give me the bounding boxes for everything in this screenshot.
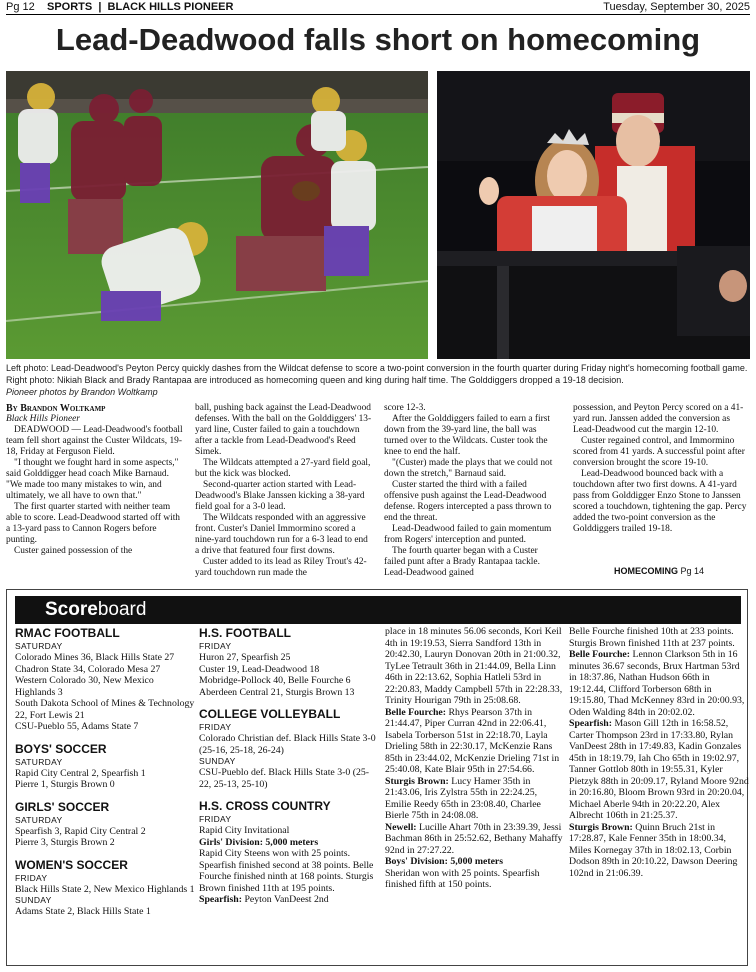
section-name: SPORTS bbox=[46, 1, 93, 13]
scoreboard-result: Mobridge-Pollock 40, Belle Fourche 6 bbox=[199, 675, 351, 686]
scoreboard-day: SUNDAY bbox=[15, 895, 52, 905]
article-body bbox=[6, 403, 750, 581]
article-paragraph: The Wildcats attempted a 27-yard field goal, but the kick was blocked. bbox=[195, 458, 371, 479]
paper-name: BLACK HILLS PIONEER bbox=[107, 1, 234, 13]
scoreboard-day: SUNDAY bbox=[199, 756, 236, 766]
scoreboard-column-3 bbox=[385, 626, 565, 891]
scoreboard-result: place in 18 minutes 56.06 seconds, Kori Keil 4th in 19:19.53, Sierra Sandford 13th in 20:42.30, Lauryn Donovan 20th in 21:00.32, TyLee Tetrault 36th in 21:44.09, Bella Linn 46th in 22:13.62, Sophia Hatleli 53rd in 22:20.83, Maddy Campbell 57th in 22:28.33, Trinity Hourigan 79th in 25:08.68. bbox=[385, 626, 563, 706]
football-photo-image bbox=[6, 71, 428, 359]
scoreboard-day: FRIDAY bbox=[199, 814, 232, 824]
scoreboard-day: SATURDAY bbox=[15, 814, 63, 825]
scoreboard-result: CSU-Pueblo def. Black Hills State 3-0 (25-22, 25-13, 25-10) bbox=[199, 767, 370, 790]
homecoming-photo bbox=[437, 71, 750, 359]
header-separator: | bbox=[98, 1, 102, 13]
scoreboard-result-label: Spearfish: bbox=[569, 718, 613, 729]
scoreboard-title-bold: Score bbox=[45, 599, 98, 620]
scoreboard-heading: GIRLS' SOCCER bbox=[15, 799, 110, 814]
scoreboard-result: Rapid City Steens won with 25 points. Spearfish finished second at 38 points. Belle Fourche finished ninth at 168 points. Sturgis Brown finished 11th at 195 points. bbox=[199, 848, 374, 894]
scoreboard-heading: COLLEGE VOLLEYBALL bbox=[199, 707, 341, 721]
scoreboard-result-label: Sturgis Brown: bbox=[385, 775, 449, 787]
article-paragraph: score 12-3. bbox=[384, 403, 426, 413]
scoreboard-result: Rapid City Invitational bbox=[199, 825, 290, 836]
photo-caption bbox=[6, 362, 750, 398]
article-column-1 bbox=[6, 403, 183, 557]
scoreboard-result bbox=[385, 822, 565, 857]
scoreboard-result bbox=[569, 718, 749, 822]
scoreboard-result: Pierre 3, Sturgis Brown 2 bbox=[15, 837, 115, 848]
article-column-3 bbox=[384, 403, 561, 579]
scoreboard bbox=[6, 589, 748, 966]
scoreboard-result: Chadron State 34, Colorado Mesa 27 bbox=[15, 663, 161, 675]
article-paragraph: Custer regained control, and Immormino scored from 41 yards. A successful point after conversion brought the score 19-10. bbox=[573, 436, 745, 468]
scoreboard-result: Belle Fourche finished 10th at 233 points. Sturgis Brown finished 11th at 237 points. bbox=[569, 626, 735, 649]
article-paragraph: possession, and Peyton Percy scored on a 41-yard run. Janssen added the conversion as Lead-Deadwood cut the margin 12-10. bbox=[573, 403, 744, 435]
story-jump[interactable] bbox=[614, 566, 704, 576]
scoreboard-result-label: Newell: bbox=[385, 821, 417, 833]
article-paragraph: "I thought we fought hard in some aspects," said Golddigger head coach Mike Barnaud. "We made too many mistakes to win, and ultimately, we all have to own that." bbox=[6, 458, 179, 501]
scoreboard-result-text: Lucille Ahart 70th in 23:39.39, Jessi Bachman 86th in 25:52.62, Bethany Mahaffy 92nd in 27:27.22. bbox=[385, 821, 563, 856]
scoreboard-result bbox=[385, 707, 565, 776]
scoreboard-result bbox=[385, 776, 565, 822]
scoreboard-result bbox=[569, 822, 749, 880]
article-paragraph: "(Custer) made the plays that we could not down the stretch," Barnaud said. bbox=[384, 458, 553, 479]
issue-date: Tuesday, September 30, 2025 bbox=[603, 1, 750, 13]
headline: Lead-Deadwood falls short on homecoming bbox=[55, 22, 701, 57]
scoreboard-result: Colorado Mines 36, Black Hills State 27 bbox=[15, 652, 175, 663]
scoreboard-result-text: Quinn Bruch 21st in 17:28.87, Kale Fenner 35th in 18:00.34, Miles Kornegay 37th in 18:02.13, Corbin Dodson 89th in 20:10.22, Dawson Deering 102nd in 21:06.39. bbox=[569, 821, 738, 879]
scoreboard-result: Aberdeen Central 21, Sturgis Brown 13 bbox=[199, 686, 355, 698]
article-paragraph: Custer started the third with a failed offensive push against the Lead-Deadwood defense. Rogers intercepted a pass thrown to end the threat. bbox=[384, 480, 552, 523]
scoreboard-spacer bbox=[199, 790, 379, 799]
scoreboard-result: Black Hills State 2, New Mexico Highlands 1 bbox=[15, 883, 195, 895]
scoreboard-day: SATURDAY bbox=[15, 756, 63, 767]
scoreboard-result: Spearfish 3, Rapid City Central 2 bbox=[15, 825, 146, 837]
scoreboard-heading: WOMEN'S SOCCER bbox=[15, 857, 128, 872]
scoreboard-title-rest: board bbox=[97, 599, 147, 620]
scoreboard-result: Sheridan won with 25 points. Spearfish finished fifth at 150 points. bbox=[385, 867, 540, 890]
article-column-2 bbox=[195, 403, 372, 579]
article-paragraph: Custer added to its lead as Riley Trout's 42-yard touchdown run made the bbox=[195, 557, 367, 578]
page-number: Pg 12 bbox=[6, 1, 35, 13]
article-paragraph: Second-quarter action started with Lead-Deadwood's Blake Janssen kicking a 38-yard field goal for a 3-0 lead. bbox=[195, 480, 365, 512]
header-left bbox=[6, 0, 233, 14]
scoreboard-result-text: Mason Gill 12th in 16:58.52, Carter Thompson 23rd in 17:33.80, Rylan VanDeest 28th in 17:49.83, Kadin Gonzales 45th in 18:19.79, Iah Cho 65th in 19:02.97, Tanner Gottlob 80th in 19:55.31, Kyler Pietzyk 88th in 20:09.17, Ryland Moore 92nd in 20:16.80, Bloom Brown 93rd in 20:20.04, Michael Aberle 94th in 20:22.20, Alex Albrecht 106th in 21:25.37. bbox=[569, 718, 749, 821]
scoreboard-column-1 bbox=[15, 626, 195, 918]
scoreboard-result: Huron 27, Spearfish 25 bbox=[199, 652, 291, 663]
scoreboard-result-label: Spearfish: bbox=[199, 894, 243, 905]
article-paragraph: The fourth quarter began with a Custer failed punt after a Brady Rantapaa tackle. Lead-Deadwood gained bbox=[384, 546, 540, 578]
football-photo bbox=[6, 71, 428, 359]
scoreboard-result: South Dakota School of Mines & Technology 22, Fort Lewis 21 bbox=[15, 698, 195, 721]
scoreboard-result-label: Boys' Division: 5,000 meters bbox=[385, 856, 504, 867]
article-paragraph: DEADWOOD — Lead-Deadwood's football team fell short against the Custer Wildcats, 19-18, Friday at Ferguson Field. bbox=[6, 425, 183, 457]
jump-page: Pg 14 bbox=[680, 566, 705, 576]
scoreboard-result bbox=[385, 856, 565, 868]
scoreboard-result: Western Colorado 30, New Mexico Highlands 3 bbox=[15, 675, 154, 698]
scoreboard-spacer bbox=[15, 791, 195, 800]
scoreboard-result-label: Sturgis Brown: bbox=[569, 821, 633, 833]
byline-title: Black Hills Pioneer bbox=[6, 414, 80, 424]
scoreboard-result-label: Belle Fourche: bbox=[385, 706, 447, 718]
scoreboard-heading: BOYS' SOCCER bbox=[15, 741, 107, 756]
article-paragraph: ball, pushing back against the Lead-Deadwood defenses. With the ball on the Golddiggers' 13-yard line, Custer failed to gain a touchdown after a tackle from Lead-Deadwood's Reed Simek. bbox=[195, 403, 372, 457]
scoreboard-result: Pierre 1, Sturgis Brown 0 bbox=[15, 779, 115, 790]
scoreboard-column-4 bbox=[569, 626, 749, 879]
scoreboard-result-label: Girls' Division: 5,000 meters bbox=[199, 836, 319, 848]
homecoming-photo-image bbox=[437, 71, 750, 359]
scoreboard-heading: H.S. FOOTBALL bbox=[199, 626, 291, 640]
scoreboard-result-text: Lennon Clarkson 5th in 16 minutes 36.67 seconds, Brux Hartman 53rd in 18:37.86, Nathan Hudson 66th in 19:12.44, Clifford Torberson 68th in 19:15.80, Thad McKenney 83rd in 20:00.93, Oden Walding 84th in 20:02.02. bbox=[569, 649, 745, 718]
scoreboard-result: Colorado Christian def. Black Hills State 3-0 (25-16, 25-18, 26-24) bbox=[199, 733, 376, 756]
jump-label: HOMECOMING bbox=[614, 566, 678, 576]
article-paragraph: Custer gained possession of the bbox=[14, 546, 133, 556]
scoreboard-result: Adams State 2, Black Hills State 1 bbox=[15, 906, 151, 917]
scoreboard-result bbox=[569, 649, 749, 718]
scoreboard-result-text: Lucy Hamer 35th in 21:43.06, Iris Zylstra 55th in 22:24.25, Emilie Reedy 65th in 23:08.40, Charlee Bierle 75th in 24:08.08. bbox=[385, 775, 541, 821]
article-paragraph: The Wildcats responded with an aggressive front. Custer's Daniel Immormino scored a nine-yard touchdown run for a 6-3 lead to end a drive that featured four first downs. bbox=[195, 513, 368, 556]
scoreboard-result-text: Peyton VanDeest 2nd bbox=[242, 894, 329, 905]
article-paragraph: Lead-Deadwood bounced back with a touchdown after two first downs. A 41-yard pass from Golddigger Enzo Stone to Janssen scored a touchdown, tightening the gap. Percy added the two-point conversion as the Golddiggers trailed 19-18. bbox=[573, 469, 747, 534]
scoreboard-result bbox=[199, 894, 379, 906]
byline: By Brandon Woltkamp bbox=[6, 403, 106, 414]
article-paragraph: The first quarter started with neither team able to score. Lead-Deadwood started off with a 13-yard pass to Cannon Rogers before punting. bbox=[6, 502, 180, 545]
scoreboard-day: FRIDAY bbox=[15, 872, 48, 883]
article-paragraph: Lead-Deadwood failed to gain momentum from Rogers' interception and punted. bbox=[384, 524, 552, 545]
scoreboard-result: Rapid City Central 2, Spearfish 1 bbox=[15, 767, 146, 779]
scoreboard-result bbox=[199, 837, 379, 849]
page-header bbox=[6, 0, 750, 15]
caption-text: Left photo: Lead-Deadwood's Peyton Percy quickly dashes from the Wildcat defense to score a two-point conversion in the fourth quarter during Friday night's homecoming football game. Right photo: Nikiah Black and Brady Rantapaa are introduced as homecoming queen and king during half time. The Golddiggers dropped a 19-18 decision. bbox=[6, 363, 748, 385]
scoreboard-result-text: Rhys Pearson 37th in 21:44.47, Piper Curran 42nd in 22:06.41, Isabela Torberson 51st in 22:18.70, Layla Drieling 58th in 22:30.17, McKenzie Rans 85th in 23:44.02, McKenzie Drieling 71st in 25:40.08, Kate Blair 95th in 27:54.66. bbox=[385, 706, 560, 775]
article-column-4 bbox=[573, 403, 750, 535]
scoreboard-spacer bbox=[199, 698, 379, 707]
scoreboard-result: CSU-Pueblo 55, Adams State 7 bbox=[15, 721, 139, 732]
scoreboard-heading: RMAC FOOTBALL bbox=[15, 626, 120, 640]
scoreboard-spacer bbox=[15, 849, 195, 858]
scoreboard-result: Custer 19, Lead-Deadwood 18 bbox=[199, 663, 320, 675]
scoreboard-title-bar bbox=[15, 596, 741, 624]
scoreboard-day: FRIDAY bbox=[199, 641, 232, 651]
scoreboard-result-label: Belle Fourche: bbox=[569, 649, 631, 660]
scoreboard-heading: H.S. CROSS COUNTRY bbox=[199, 799, 331, 813]
photo-credit: Pioneer photos by Brandon Woltkamp bbox=[6, 387, 158, 397]
scoreboard-column-2 bbox=[199, 626, 379, 906]
scoreboard-day: FRIDAY bbox=[199, 722, 232, 732]
article-paragraph: After the Golddiggers failed to earn a first down from the 39-yard line, the ball was turned over to the Wildcats. Custer took the knee to end the half. bbox=[384, 414, 551, 457]
scoreboard-spacer bbox=[15, 733, 195, 742]
scoreboard-day: SATURDAY bbox=[15, 641, 63, 651]
